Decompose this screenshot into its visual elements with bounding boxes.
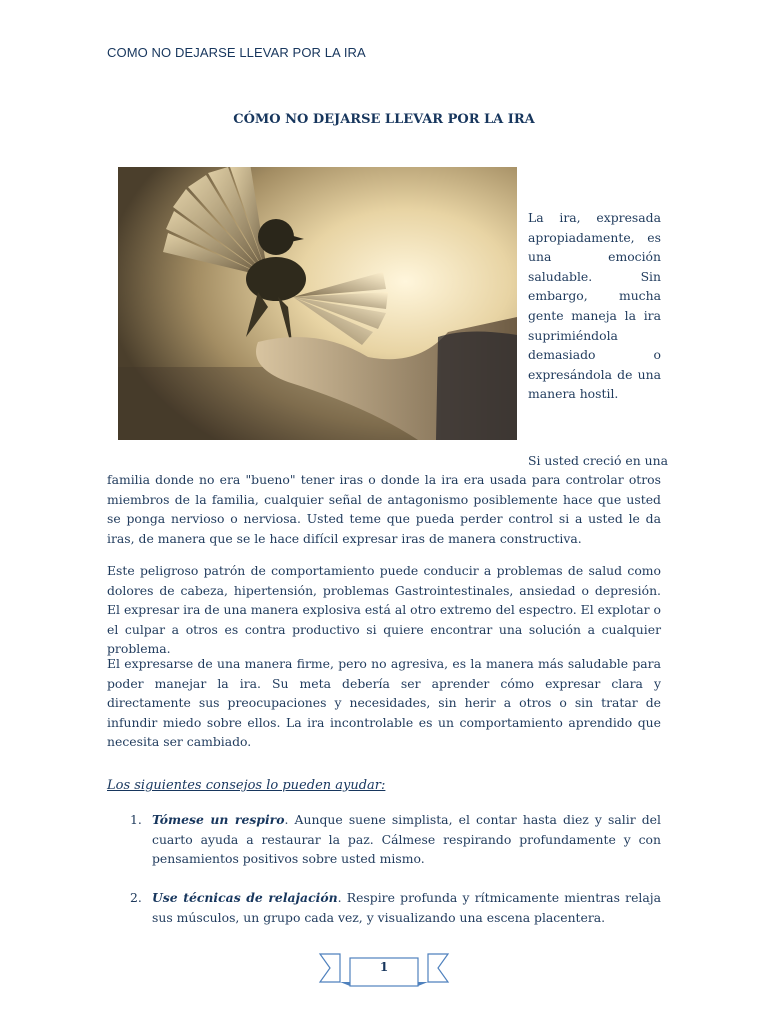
- paragraph-1-start: Si usted creció en una: [528, 453, 669, 468]
- tips-subheading: Los siguientes consejos lo pueden ayudar:: [107, 778, 386, 793]
- tip-number: 2.: [130, 890, 142, 905]
- tip-body: [152, 888, 661, 927]
- paragraph-1-text: familia donde no era "bueno" tener iras o donde la ira era usada para controlar otros miembros de la familia, cualquier señal de antagonismo posiblemente hace que usted se ponga nervioso o nerviosa. Usted teme que pueda perder control si a usted le da iras, de manera que se le hace difícil expresar iras de manera constructiva.: [107, 472, 661, 546]
- paragraph-3-text: El expresarse de una manera firme, pero no agresiva, es la manera más saludable para poder manejar la ira. Su meta debería ser aprender cómo expresar clara y directamente sus preocupaciones y necesidades, sin herir a otros o sin tratar de infundir miedo sobre ellos. La ira incontrolable es un comportamiento aprendido que necesita ser cambiado.: [107, 656, 661, 750]
- paragraph-2: [107, 561, 661, 659]
- tip-text: . Aunque suene simplista, el contar hasta diez y salir del cuarto ayuda a restaurar la paz. Cálmese respirando profundamente y con pensamientos positivos sobre usted mismo.: [152, 812, 661, 867]
- tip-item-1: [130, 810, 661, 869]
- running-header: COMO NO DEJARSE LLEVAR POR LA IRA: [107, 45, 366, 60]
- tip-lead: Tómese un respiro: [152, 812, 285, 827]
- document-title: CÓMO NO DEJARSE LLEVAR POR LA IRA: [233, 112, 535, 127]
- intro-side-paragraph: La ira, expresada apropiadamente, es una emoción saludable. Sin embargo, mucha gente maneja la ira suprimiéndola demasiado o expresándola de una manera hostil.: [528, 210, 661, 402]
- tip-item-2: [130, 888, 661, 927]
- paragraph-3: [107, 654, 661, 752]
- tip-number: 1.: [130, 812, 142, 827]
- bird-photo: [118, 167, 517, 440]
- tip-lead: Use técnicas de relajación: [152, 890, 338, 905]
- tip-body: [152, 810, 661, 869]
- page-number: 1: [379, 960, 389, 974]
- bird-image: [118, 167, 517, 440]
- paragraph-1: [107, 470, 661, 548]
- paragraph-2-text: Este peligroso patrón de comportamiento puede conducir a problemas de salud como dolores de cabeza, hipertensión, problemas Gastrointestinales, ansiedad o depresión. El expresar ira de una manera explosiva está al otro extremo del espectro. El explotar o el culpar a otros es contra productivo si quiere encontrar una solución a cualquier problema.: [107, 563, 661, 657]
- tip-text: . Respire profunda y rítmicamente mientras relaja sus músculos, un grupo cada vez, y visualizando una escena placentera.: [152, 890, 661, 925]
